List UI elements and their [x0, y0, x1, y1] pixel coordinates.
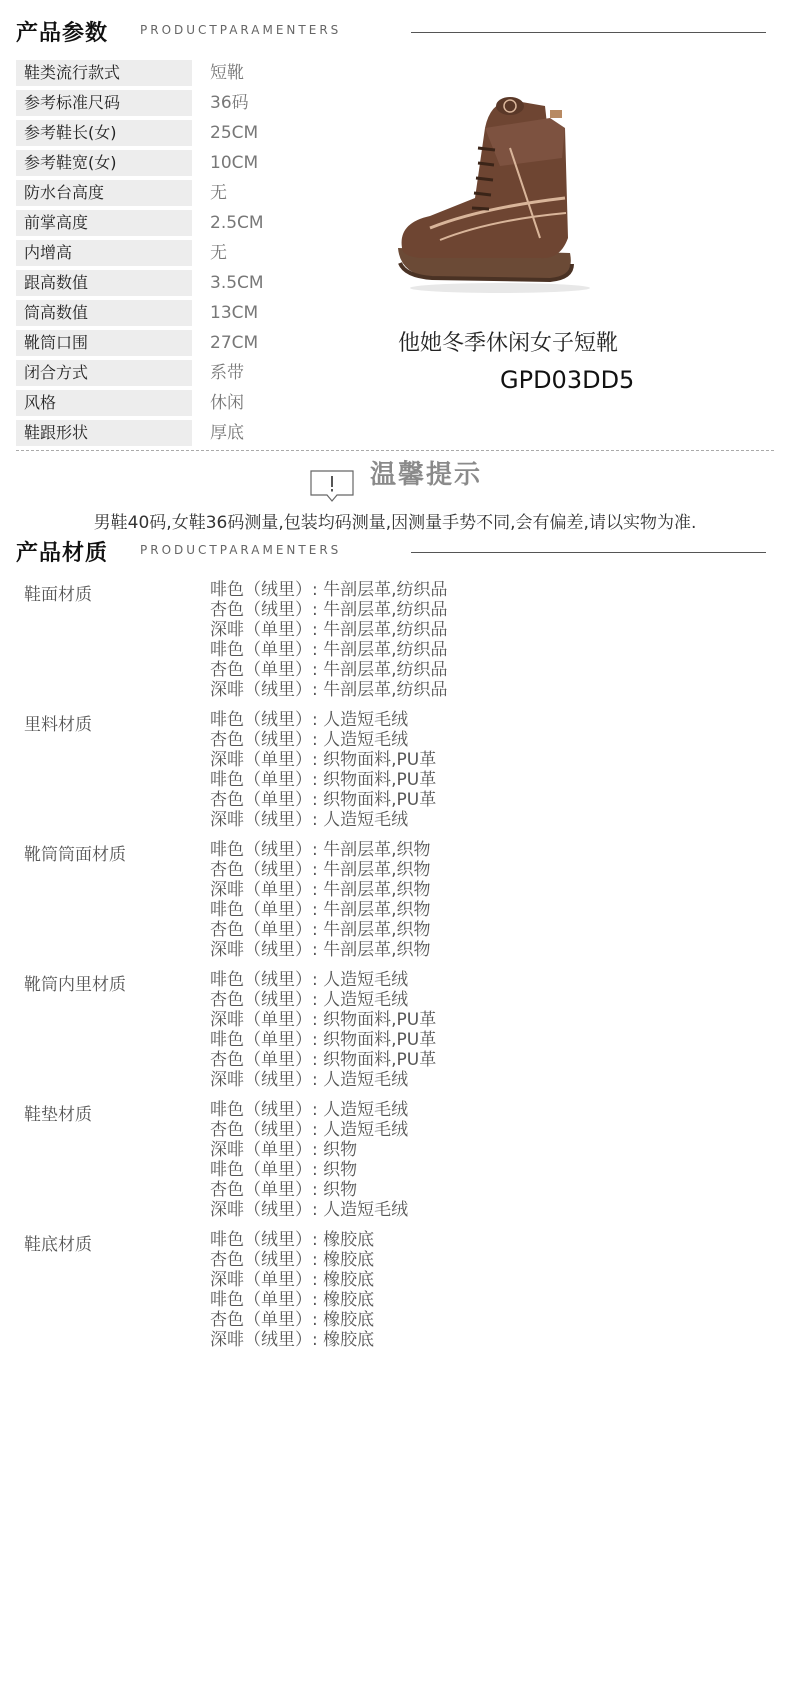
material-line: 啡色（绒里）: 人造短毛绒	[210, 710, 409, 730]
material-label: 靴筒筒面材质	[24, 845, 126, 865]
material-line: 杏色（绒里）: 橡胶底	[210, 1250, 375, 1270]
material-line: 啡色（单里）: 橡胶底	[210, 1290, 375, 1310]
param-value: 3.5CM	[210, 273, 264, 293]
material-line: 杏色（单里）: 织物面料,PU革	[210, 790, 437, 810]
section-header-materials	[16, 530, 774, 570]
section-title: 产品参数	[16, 21, 109, 46]
material-group	[16, 840, 716, 960]
param-value: 无	[210, 243, 227, 263]
material-line: 深啡（绒里）: 人造短毛绒	[210, 1070, 409, 1090]
params-table	[16, 58, 376, 448]
materials-list	[16, 580, 716, 1360]
param-value: 厚底	[210, 423, 244, 443]
dashed-divider	[16, 450, 774, 451]
param-row	[16, 268, 376, 298]
material-label: 鞋底材质	[24, 1235, 92, 1255]
param-value: 无	[210, 183, 227, 203]
param-key: 前掌高度	[16, 210, 192, 236]
param-key: 风格	[16, 390, 192, 416]
section-divider	[411, 552, 766, 553]
material-line: 深啡（单里）: 织物面料,PU革	[210, 1010, 437, 1030]
exclamation-bubble-icon	[310, 470, 354, 502]
tip-title: 温馨提示	[370, 460, 483, 490]
param-value: 27CM	[210, 333, 259, 353]
param-key: 参考鞋长(女)	[16, 120, 192, 146]
material-line: 啡色（绒里）: 牛剖层革,织物	[210, 840, 431, 860]
material-line: 啡色（绒里）: 人造短毛绒	[210, 970, 409, 990]
material-group	[16, 580, 716, 700]
product-code: GPD03DD5	[500, 366, 635, 394]
material-group	[16, 970, 716, 1090]
material-line: 深啡（绒里）: 人造短毛绒	[210, 1200, 409, 1220]
param-key: 参考标准尺码	[16, 90, 192, 116]
material-label: 鞋面材质	[24, 585, 92, 605]
param-key: 闭合方式	[16, 360, 192, 386]
param-row	[16, 88, 376, 118]
material-group	[16, 1100, 716, 1220]
material-line: 杏色（绒里）: 牛剖层革,织物	[210, 860, 431, 880]
param-value: 25CM	[210, 123, 259, 143]
section-header-params	[16, 10, 774, 50]
material-line: 深啡（单里）: 牛剖层革,织物	[210, 880, 431, 900]
param-row	[16, 178, 376, 208]
material-label: 鞋垫材质	[24, 1105, 92, 1125]
param-key: 筒高数值	[16, 300, 192, 326]
param-value: 13CM	[210, 303, 259, 323]
param-key: 内增高	[16, 240, 192, 266]
param-row	[16, 148, 376, 178]
material-line: 杏色（绒里）: 牛剖层革,纺织品	[210, 600, 448, 620]
material-label: 靴筒内里材质	[24, 975, 126, 995]
material-line: 杏色（单里）: 橡胶底	[210, 1310, 375, 1330]
material-line: 啡色（绒里）: 人造短毛绒	[210, 1100, 409, 1120]
material-line: 杏色（绒里）: 人造短毛绒	[210, 990, 409, 1010]
param-value: 休闲	[210, 393, 244, 413]
param-key: 防水台高度	[16, 180, 192, 206]
param-value: 系带	[210, 363, 244, 383]
section-subtitle: PRODUCTPARAMENTERS	[140, 543, 342, 557]
tip-text: 男鞋40码,女鞋36码测量,包装均码测量,因测量手势不同,会有偏差,请以实物为准.	[93, 513, 697, 533]
material-line: 深啡（绒里）: 橡胶底	[210, 1330, 375, 1350]
param-row	[16, 238, 376, 268]
material-line: 啡色（单里）: 织物	[210, 1160, 358, 1180]
brown-high-top-boot-image	[390, 88, 630, 298]
material-group	[16, 1230, 716, 1350]
param-value: 36码	[210, 93, 249, 113]
param-row	[16, 118, 376, 148]
material-line: 深啡（单里）: 织物面料,PU革	[210, 750, 437, 770]
param-value: 短靴	[210, 63, 244, 83]
param-value: 10CM	[210, 153, 259, 173]
param-row	[16, 388, 376, 418]
material-line: 深啡（单里）: 牛剖层革,纺织品	[210, 620, 448, 640]
material-group	[16, 710, 716, 830]
param-row	[16, 358, 376, 388]
param-row	[16, 328, 376, 358]
material-line: 啡色（绒里）: 橡胶底	[210, 1230, 375, 1250]
material-line: 深啡（单里）: 织物	[210, 1140, 358, 1160]
material-label: 里料材质	[24, 715, 92, 735]
param-key: 靴筒口围	[16, 330, 192, 356]
material-line: 啡色（单里）: 织物面料,PU革	[210, 1030, 437, 1050]
param-row	[16, 418, 376, 448]
material-line: 深啡（单里）: 橡胶底	[210, 1270, 375, 1290]
material-line: 杏色（单里）: 牛剖层革,织物	[210, 920, 431, 940]
material-line: 啡色（单里）: 织物面料,PU革	[210, 770, 437, 790]
param-key: 跟高数值	[16, 270, 192, 296]
material-line: 深啡（绒里）: 牛剖层革,纺织品	[210, 680, 448, 700]
product-name: 他她冬季休闲女子短靴	[398, 331, 619, 356]
param-value: 2.5CM	[210, 213, 264, 233]
material-line: 杏色（单里）: 牛剖层革,纺织品	[210, 660, 448, 680]
material-line: 杏色（绒里）: 人造短毛绒	[210, 730, 409, 750]
param-row	[16, 208, 376, 238]
material-line: 啡色（单里）: 牛剖层革,织物	[210, 900, 431, 920]
param-key: 参考鞋宽(女)	[16, 150, 192, 176]
param-row	[16, 298, 376, 328]
material-line: 深啡（绒里）: 人造短毛绒	[210, 810, 409, 830]
section-subtitle: PRODUCTPARAMENTERS	[140, 23, 342, 37]
param-row	[16, 58, 376, 88]
material-line: 啡色（绒里）: 牛剖层革,纺织品	[210, 580, 448, 600]
param-key: 鞋跟形状	[16, 420, 192, 446]
material-line: 深啡（绒里）: 牛剖层革,织物	[210, 940, 431, 960]
material-line: 杏色（单里）: 织物	[210, 1180, 358, 1200]
section-divider	[411, 32, 766, 33]
section-title: 产品材质	[16, 541, 109, 566]
param-key: 鞋类流行款式	[16, 60, 192, 86]
material-line: 杏色（单里）: 织物面料,PU革	[210, 1050, 437, 1070]
material-line: 啡色（单里）: 牛剖层革,纺织品	[210, 640, 448, 660]
material-line: 杏色（绒里）: 人造短毛绒	[210, 1120, 409, 1140]
